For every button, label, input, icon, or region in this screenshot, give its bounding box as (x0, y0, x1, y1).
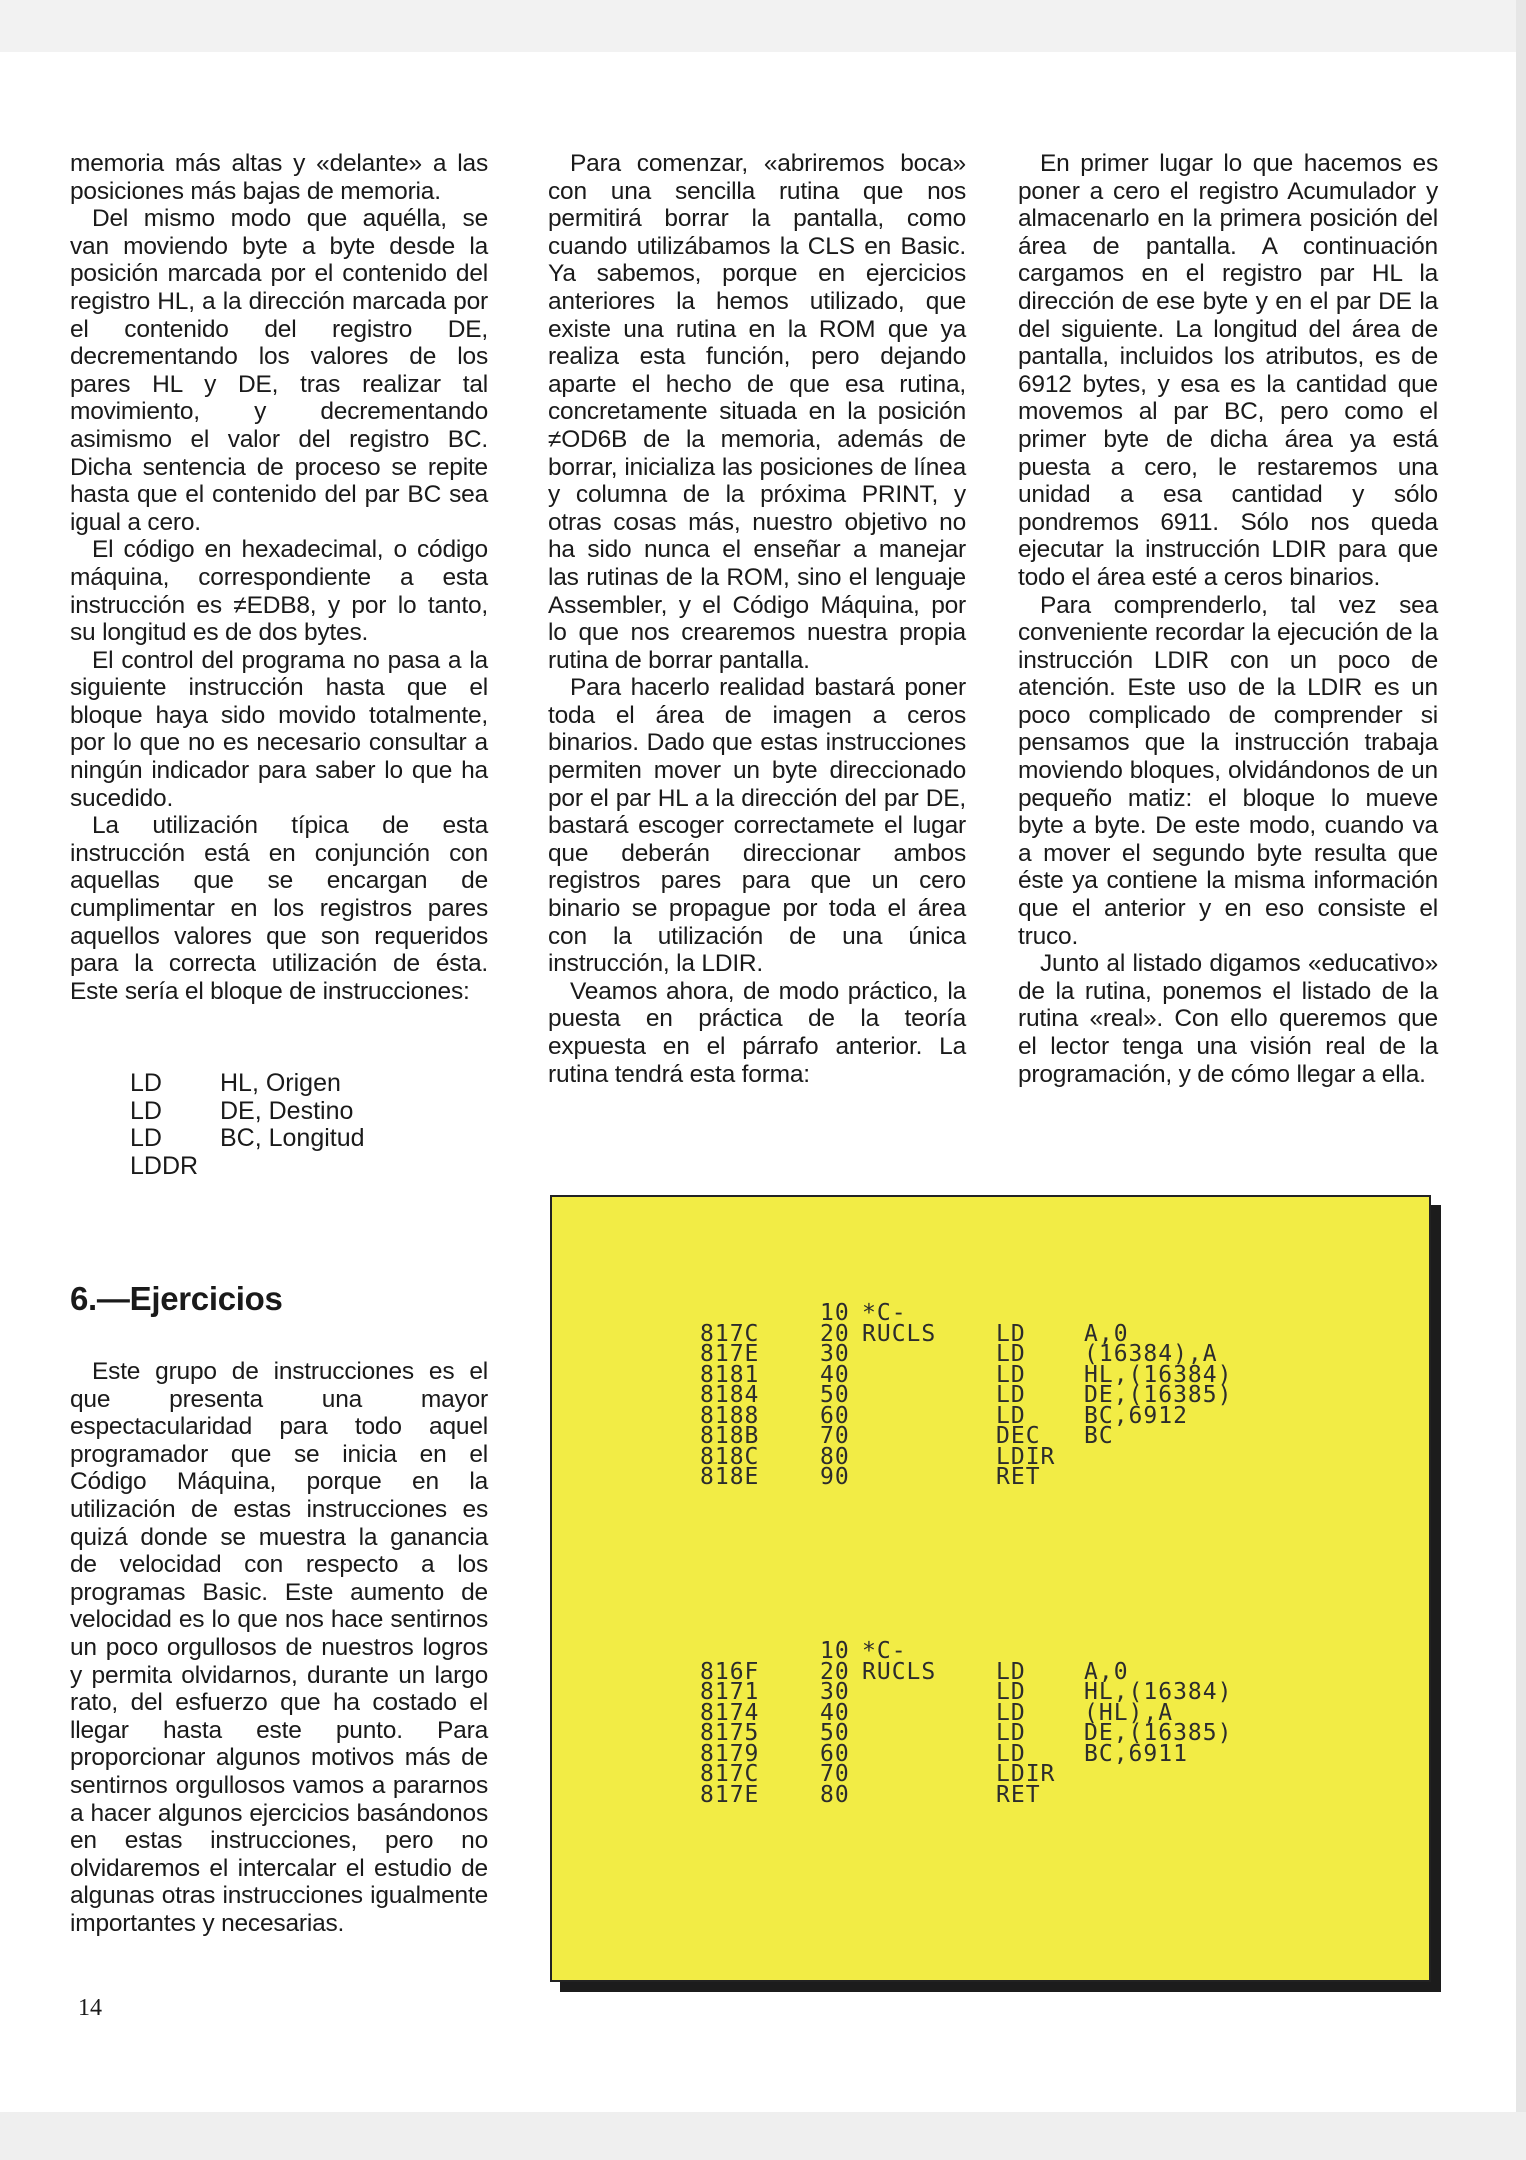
line-number: 40 (820, 1699, 850, 1726)
label (862, 1447, 996, 1468)
label (862, 1723, 996, 1744)
paragraph: La utilización típica de esta instrucción está en conjunción con aquellas que se encargan de cumplimentar en los registros pares aquellos valores que son requeridos para la correcta utilización de ésta. Este sería el bloque de instrucciones: (70, 812, 488, 1005)
address: 817E (700, 1781, 760, 1808)
code-listing-box (550, 1195, 1431, 1982)
paragraph: Para hacerlo realidad bastará poner toda el área de imagen a ceros binarios. Dado que estas instrucciones permiten mover un byte direccionado por el par HL a la dirección del par DE, bastará escoger correctamete el lugar que deberán direccionar ambos registros pares para que un cero binario se propague por toda el área con la utilización de una única instrucción, la LDIR. (548, 674, 966, 978)
paragraph: El código en hexadecimal, o código máquina, correspondiente a esta instrucción es ≠EDB8, y por lo tanto, su longitud es de dos bytes. (70, 536, 488, 647)
listing-row (700, 1464, 1232, 1490)
operands: HL,(16384) (1084, 1679, 1233, 1705)
operands: HL, Origen (220, 1069, 341, 1097)
address: 818E (700, 1464, 760, 1490)
line-number: 80 (820, 1443, 850, 1470)
label (862, 1406, 996, 1427)
label (862, 1344, 996, 1365)
listing-row (700, 1740, 1232, 1767)
section-heading: 6.—Ejercicios (70, 1280, 283, 1317)
listing-row (700, 1402, 1232, 1429)
line-number: 80 (820, 1781, 850, 1808)
line-number: 90 (820, 1464, 850, 1490)
scan-bottom-margin (0, 2112, 1526, 2160)
mnemonic: LD (130, 1096, 162, 1125)
line-number: 30 (820, 1341, 850, 1367)
operands: A,0 (1084, 1658, 1129, 1685)
label (862, 1467, 996, 1488)
paragraph: Este grupo de instrucciones es el que presenta una mayor espectacularidad para todo aquel programador que se inicia en el Código Máquina, porque en la utilización de estas instrucciones es quizá donde se muestra la ganancia de velocidad con respecto a los programas Basic. Este aumento de velocidad es lo que nos hace sentirnos un poco orgullosos de nuestros logros y permita olvidarnos, durante un largo rato, del esfuerzo que ha costado el llegar hasta este punto. Para proporcionar algunos motivos más de sentirnos orgullosos vamos a pararnos a hacer algunos ejercicios basándonos en estas instrucciones, pero no olvidaremos el intercalar el estudio de algunas otras instrucciones igualmente importantes y necesarias. (70, 1358, 488, 1937)
address: 816F (700, 1658, 760, 1685)
address: 817E (700, 1341, 760, 1367)
mnemonic: RET (996, 1464, 1041, 1490)
operands: BC,6911 (1084, 1740, 1188, 1767)
operands: DE,(16385) (1084, 1382, 1233, 1408)
address: 8175 (700, 1720, 760, 1746)
mnemonic: LD (996, 1320, 1026, 1347)
line-number: 30 (820, 1679, 850, 1705)
address: 8188 (700, 1402, 760, 1429)
label: *C- (862, 1300, 907, 1326)
line-number: 20 (820, 1320, 850, 1347)
section-text (70, 1358, 488, 1937)
page-number: 14 (78, 1995, 102, 2021)
listing-row (700, 1781, 1232, 1808)
line-number: 60 (820, 1740, 850, 1767)
mnemonic: LD (996, 1720, 1026, 1746)
mnemonic: LD (996, 1740, 1026, 1767)
mnemonic: RET (996, 1781, 1041, 1808)
listing-educational (700, 1300, 1233, 1490)
instruction-row (130, 1070, 365, 1098)
paragraph: Para comenzar, «abriremos boca» con una sencilla rutina que nos permitirá borrar la pantalla, como cuando utilizábamos la CLS en Basic. Ya sabemos, porque en ejercicios anteriores la hemos utilizado, que existe una rutina en la ROM que ya realiza esta función, pero dejando aparte el hecho de que esa rutina, concretamente situada en la posición ≠OD6B de la memoria, además de borrar, inicializa las posiciones de línea y columna de la próxima PRINT, y otras cosas más, nuestro objetivo no ha sido nunca el enseñar a manejar las rutinas de la ROM, sino el lenguaje Assembler, y el Código Máquina, por lo que nos crearemos nuestra propia rutina de borrar pantalla. (548, 150, 966, 674)
paragraph: Del mismo modo que aquélla, se van moviendo byte a byte desde la posición marcada por el contenido del registro HL, a la dirección marcada por el contenido del registro DE, decrementando los valores de los pares HL y DE, tras realizar tal movimiento, y decrementando asimismo el valor del registro BC. Dicha sentencia de proceso se repite hasta que el contenido del par BC sea igual a cero. (70, 205, 488, 536)
line-number: 60 (820, 1402, 850, 1429)
label (862, 1365, 996, 1386)
mnemonic: LD (130, 1069, 162, 1097)
mnemonic: LD (996, 1699, 1026, 1726)
scan-top-margin (0, 0, 1526, 52)
address: 8171 (700, 1679, 760, 1705)
mnemonic: LDIR (996, 1761, 1056, 1787)
mnemonic: LD (996, 1679, 1026, 1705)
label: RUCLS (862, 1320, 937, 1347)
paragraph: Para comprenderlo, tal vez sea conveniente recordar la ejecución de la instrucción LDIR con un poco de atención. Este uso de la LDIR es un poco complicado de comprender si pensamos que la instrucción trabaja moviendo bloques, olvidándonos de un pequeño matiz: el bloque lo mueve byte a byte. De este modo, cuando va a mover el segundo byte resulta que éste ya contiene la misma información que el anterior y en eso consiste el truco. (1018, 591, 1438, 950)
operands: BC, Longitud (220, 1124, 365, 1153)
label: *C- (862, 1638, 907, 1664)
address: 8174 (700, 1699, 760, 1726)
label (862, 1426, 996, 1447)
line-number: 10 (820, 1300, 850, 1326)
operands: DE, Destino (220, 1096, 354, 1125)
column-1 (70, 150, 488, 1005)
operands: DE,(16385) (1084, 1720, 1233, 1746)
mnemonic: LD (996, 1382, 1026, 1408)
paragraph: Junto al listado digamos «educativo» de la rutina, ponemos el listado de la rutina «real». Con ello queremos que el lector tenga una visión real de la programación, y de cómo llegar a ella. (1018, 950, 1438, 1088)
address: 8181 (700, 1361, 760, 1388)
label (862, 1703, 996, 1724)
listing-row (700, 1300, 1232, 1326)
instruction-row (130, 1153, 365, 1181)
listing-row (700, 1423, 1232, 1449)
paragraph: Veamos ahora, de modo práctico, la puesta en práctica de la teoría expuesta en el párrafo anterior. La rutina tendrá esta forma: (548, 977, 966, 1088)
line-number: 10 (820, 1638, 850, 1664)
mnemonic: LD (130, 1124, 162, 1153)
paragraph: En primer lugar lo que hacemos es poner a cero el registro Acumulador y almacenarlo en la primera posición del área de pantalla. A continuación cargamos en el registro par HL la dirección de ese byte y en el par DE la del siguiente. La longitud del área de pantalla, incluidos los atributos, es de 6912 bytes, y esa es la cantidad que movemos al par BC, pero como el primer byte de dicha área ya está puesta a cero, le restaremos una unidad a esa cantidad y sólo pondremos 6911. Sólo nos queda ejecutar la instrucción LDIR para que todo el área esté a ceros binarios. (1018, 150, 1438, 591)
label (862, 1744, 996, 1765)
line-number: 50 (820, 1382, 850, 1408)
line-number: 70 (820, 1423, 850, 1449)
mnemonic: LD (996, 1361, 1026, 1388)
address: 817C (700, 1761, 760, 1787)
line-number: 20 (820, 1658, 850, 1685)
operands: BC,6912 (1084, 1402, 1188, 1429)
column-3 (1018, 150, 1438, 1088)
label (862, 1385, 996, 1406)
label (862, 1785, 996, 1806)
listing-real (700, 1638, 1233, 1808)
operands: (HL),A (1084, 1699, 1174, 1726)
line-number: 70 (820, 1761, 850, 1787)
instruction-row (130, 1098, 365, 1126)
address: 818B (700, 1423, 760, 1449)
operands: (16384),A (1084, 1341, 1218, 1367)
mnemonic: LD (996, 1658, 1026, 1685)
listing-row (700, 1638, 1232, 1664)
line-number: 50 (820, 1720, 850, 1746)
operands: A,0 (1084, 1320, 1129, 1347)
mnemonic: LD (996, 1341, 1026, 1367)
instruction-row (130, 1125, 365, 1153)
address: 8179 (700, 1740, 760, 1767)
line-number: 40 (820, 1361, 850, 1388)
label: RUCLS (862, 1658, 937, 1685)
label (862, 1764, 996, 1785)
listing-row (700, 1443, 1232, 1470)
column-2 (548, 150, 966, 1088)
mnemonic: LDIR (996, 1443, 1056, 1470)
mnemonic: LDDR (130, 1151, 199, 1180)
paragraph: memoria más altas y «delante» a las posiciones más bajas de memoria. (70, 150, 488, 205)
operands: BC (1084, 1423, 1114, 1449)
address: 8184 (700, 1382, 760, 1408)
operands: HL,(16384) (1084, 1361, 1233, 1388)
scan-right-edge (1516, 0, 1526, 2160)
mnemonic: LD (996, 1402, 1026, 1429)
mnemonic: DEC (996, 1423, 1041, 1449)
instruction-block (130, 1070, 365, 1180)
listing-row (700, 1761, 1232, 1787)
address: 818C (700, 1443, 760, 1470)
label (862, 1682, 996, 1703)
paragraph: El control del programa no pasa a la siguiente instrucción hasta que el bloque haya sido movido totalmente, por lo que no es necesario consultar a ningún indicador para saber lo que ha sucedido. (70, 646, 488, 812)
address: 817C (700, 1320, 760, 1347)
